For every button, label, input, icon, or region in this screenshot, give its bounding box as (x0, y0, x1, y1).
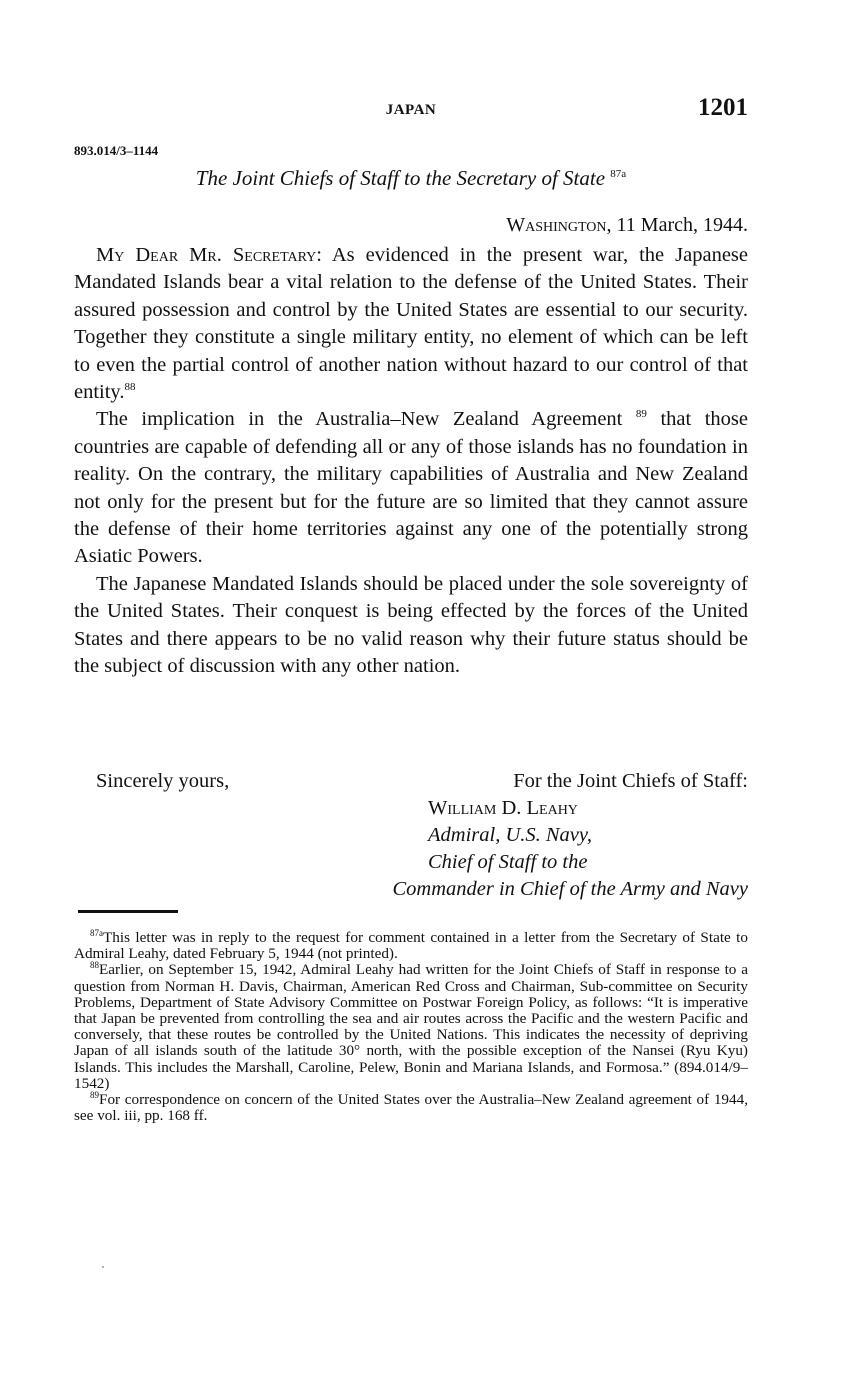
footnote-mark: 87a (90, 927, 103, 938)
footnote-87a (74, 927, 748, 963)
footnote-mark: 89 (90, 1089, 99, 1100)
signer-name: William D. Leahy (428, 797, 578, 819)
letter-body (74, 242, 748, 681)
dateline-date: , 11 March, 1944. (606, 214, 748, 236)
footnote-divider (78, 910, 178, 913)
file-number: 893.014/3–1144 (74, 143, 159, 158)
running-head (74, 94, 748, 126)
footnote-88 (74, 962, 748, 1092)
footnote-ref-88: 88 (124, 381, 136, 394)
paragraph-2-rest: that those countries are capable of defending all or any of those islands has no foundation in reality. On the contrary, the military capabilities of Australia and New Zealand not only for the present but for the future are so limited that they cannot assure the defense of their home territories against any one of the potentially strong Asiatic Powers. (74, 408, 749, 568)
paragraph-2 (74, 406, 748, 570)
paragraph-2-start: The implication in the Australia–New Zealand Agreement (96, 408, 623, 431)
signer-title-2: Commander in Chief of the Army and Navy (392, 878, 748, 900)
document-title (74, 166, 748, 191)
footnote-mark: 88 (90, 960, 99, 971)
signer-title-1: Chief of Staff to the (428, 851, 588, 873)
signer-rank: Admiral, U.S. Navy, (428, 824, 592, 846)
footnote-text: This letter was in reply to the request for comment contained in a letter from the Secretary of State to Admiral Leahy, dated February 5, 1944 (not printed). (74, 929, 748, 963)
footnote-text: Earlier, on September 15, 1942, Admiral Leahy had written for the Joint Chiefs of Staff in response to a question from Norman H. Davis, Chairman, American Red Cross and Chairman, Sub-committee on Security Problems, Department of State Advisory Committee on Postwar Foreign Policy, as follows: “It is imperative that Japan be prevented from controlling the sea and air routes across the Pacific and the western Pacific and conversely, that these routes be controlled by the United Nations. This indicates the necessity of depriving Japan of all islands south of the latitude 30° north, with the possible exception of the Nansei (Ryu Kyu) Islands. This includes the Marshall, Caroline, Pelew, Bonin and Mariana Islands, and Formosa.” (894.014/9–1542) (74, 961, 748, 1092)
footnote-ref-89: 89 (635, 408, 647, 421)
footnote-89 (74, 1089, 748, 1125)
signature-for-line: For the Joint Chiefs of Staff: (513, 770, 748, 792)
dateline-place: Washington (506, 214, 607, 236)
document-title-text: The Joint Chiefs of Staff to the Secretary of State (195, 166, 606, 190)
signature-block (74, 768, 748, 908)
paper-speck (102, 1266, 104, 1268)
title-footnote-ref: 87a (610, 168, 627, 180)
paragraph-1-text: : As evidenced in the present war, the Japanese Mandated Islands bear a vital relation to the defense of the United States. Their assured possession and control by the United States are essential to our security. Together they constitute a single military entity, no element of which can be left to even the partial control of another nation without hazard to our control of that entity. (74, 244, 748, 404)
running-title: JAPAN (385, 102, 437, 118)
complimentary-close: Sincerely yours, (96, 770, 230, 792)
salutation: My Dear Mr. Secretary (96, 244, 317, 266)
footnote-text: For correspondence on concern of the United States over the Australia–New Zealand agreement of 1944, see vol. iii, pp. 168 ff. (74, 1091, 748, 1125)
footnotes (74, 927, 748, 1125)
page-number: 1201 (698, 94, 748, 121)
paragraph-3: The Japanese Mandated Islands should be placed under the sole sovereignty of the United States. Their conquest is being effected by the forces of the United States and there appears to be no valid reason why their future status should be the subject of discussion with any other nation. (74, 572, 748, 678)
paragraph-1 (74, 242, 748, 406)
dateline (506, 214, 748, 237)
